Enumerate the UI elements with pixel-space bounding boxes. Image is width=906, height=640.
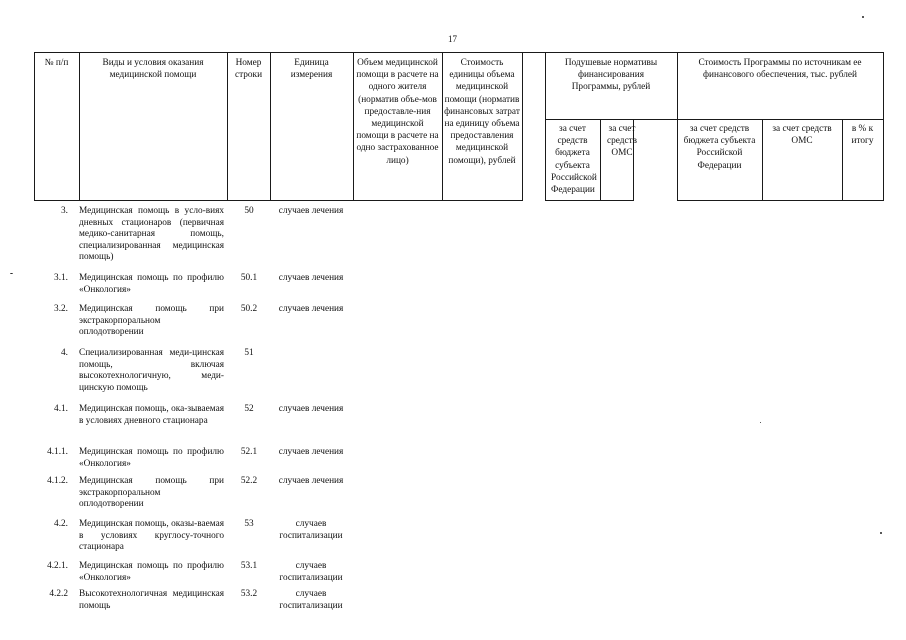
row-num: 4.1.2. — [47, 476, 68, 486]
row-num: 4.1.1. — [47, 447, 68, 457]
row-line: 52.2 — [240, 476, 258, 486]
header-top-border — [34, 52, 883, 53]
row-name: Медицинская помощь при экстракорпоральном оплодотворении — [79, 476, 224, 510]
row-unit: случаев госпитализации — [279, 561, 343, 583]
row-num: 4.2.1. — [47, 561, 68, 571]
row-name: Медицинская помощь в усло-виях дневных стационаров (первичная медико-санитарная помощь, специализированная медицинская помощь) — [79, 206, 224, 263]
row-name: Специализированная меди-цинская помощь, включая высокотехнологичную, меди-цинскую помощь — [79, 348, 224, 393]
header-bottom-border-far — [677, 200, 883, 201]
header-bottom-border-right — [545, 200, 633, 201]
header-sub-prog-oms: за счет средств ОМС — [772, 124, 832, 147]
row-line: 52 — [244, 404, 254, 414]
row-unit: случаев лечения — [278, 447, 344, 457]
header-group-program: Стоимость Программы по источникам ее финансового обеспечения, тыс. рублей — [698, 58, 862, 81]
header-col-num: № п/п — [44, 58, 69, 68]
row-line: 50.2 — [240, 304, 258, 314]
subheader-divider — [545, 119, 883, 120]
header-group-percapita: Подушевые нормативы финансирования Программы, рублей — [564, 58, 658, 93]
row-unit: случаев лечения — [278, 304, 344, 314]
header-col-types: Виды и условия оказания медицинской помощи — [102, 58, 204, 81]
header-bottom-border — [34, 200, 522, 201]
row-line: 53.1 — [240, 561, 258, 571]
header-sub-prog-pct: в % к итогу — [851, 124, 874, 147]
row-num: 3.2. — [54, 304, 68, 314]
row-name: Медицинская помощь по профилю «Онкология» — [79, 561, 224, 583]
row-num: 4. — [61, 348, 68, 358]
page-number: 17 — [448, 34, 457, 44]
col-border — [522, 52, 523, 201]
header-col-unit: Единица измерения — [290, 58, 333, 81]
row-unit: случаев лечения — [278, 404, 344, 414]
row-name: Высокотехнологичная медицинская помощь — [79, 589, 224, 611]
row-num: 4.2. — [54, 519, 68, 529]
row-name: Медицинская помощь по профилю «Онкология» — [79, 273, 224, 295]
header-sub-budget: за счет средств бюджета субъекта Российской Федерации — [551, 124, 597, 196]
header-sub-prog-budget: за счет средств бюджета субъекта Российской Федерации — [683, 124, 756, 171]
row-num: 4.1. — [54, 404, 68, 414]
row-name: Медицинская помощь при экстракорпоральном оплодотворении — [79, 304, 224, 338]
row-name: Медицинская помощь по профилю «Онкология» — [79, 447, 224, 469]
row-name: Медицинская помощь, ока-зываемая в условиях дневного стационара — [79, 404, 224, 426]
header-col-volume: Объем медицинской помощи в расчете на одного жителя (норматив объе-мов предоставле-ния медицинской помощи в расчете на одно застрахованное лицо) — [356, 58, 439, 166]
row-name: Медицинская помощь, оказы-ваемая в условиях круглосу-точного стационара — [79, 519, 224, 553]
col-border — [34, 52, 35, 201]
scan-speck — [880, 532, 882, 534]
header-sub-oms: за счет средств ОМС — [606, 124, 638, 159]
header-col-cost: Стоимость единицы объема медицинской помощи (норматив финансовых затрат на единицу объема предоставления медицинской помощи), рублей — [444, 58, 520, 166]
row-line: 53 — [244, 519, 254, 529]
col-border — [883, 52, 884, 201]
row-num: 4.2.2 — [49, 589, 68, 599]
row-line: 53.2 — [240, 589, 258, 599]
row-unit: случаев госпитализации — [279, 519, 343, 541]
scan-speck — [862, 16, 864, 18]
scan-speck — [760, 422, 761, 423]
row-unit: случаев лечения — [278, 206, 344, 216]
row-unit: случаев госпитализации — [279, 589, 343, 611]
row-line: 51 — [244, 348, 254, 358]
row-num: 3.1. — [54, 273, 68, 283]
row-line: 50.1 — [240, 273, 258, 283]
header-col-line: Номер строки — [234, 58, 263, 81]
row-line: 50 — [244, 206, 254, 216]
row-line: 52.1 — [240, 447, 258, 457]
row-unit: случаев лечения — [278, 476, 344, 486]
row-unit: случаев лечения — [278, 273, 344, 283]
row-num: 3. — [61, 206, 68, 216]
scan-speck — [10, 273, 13, 274]
